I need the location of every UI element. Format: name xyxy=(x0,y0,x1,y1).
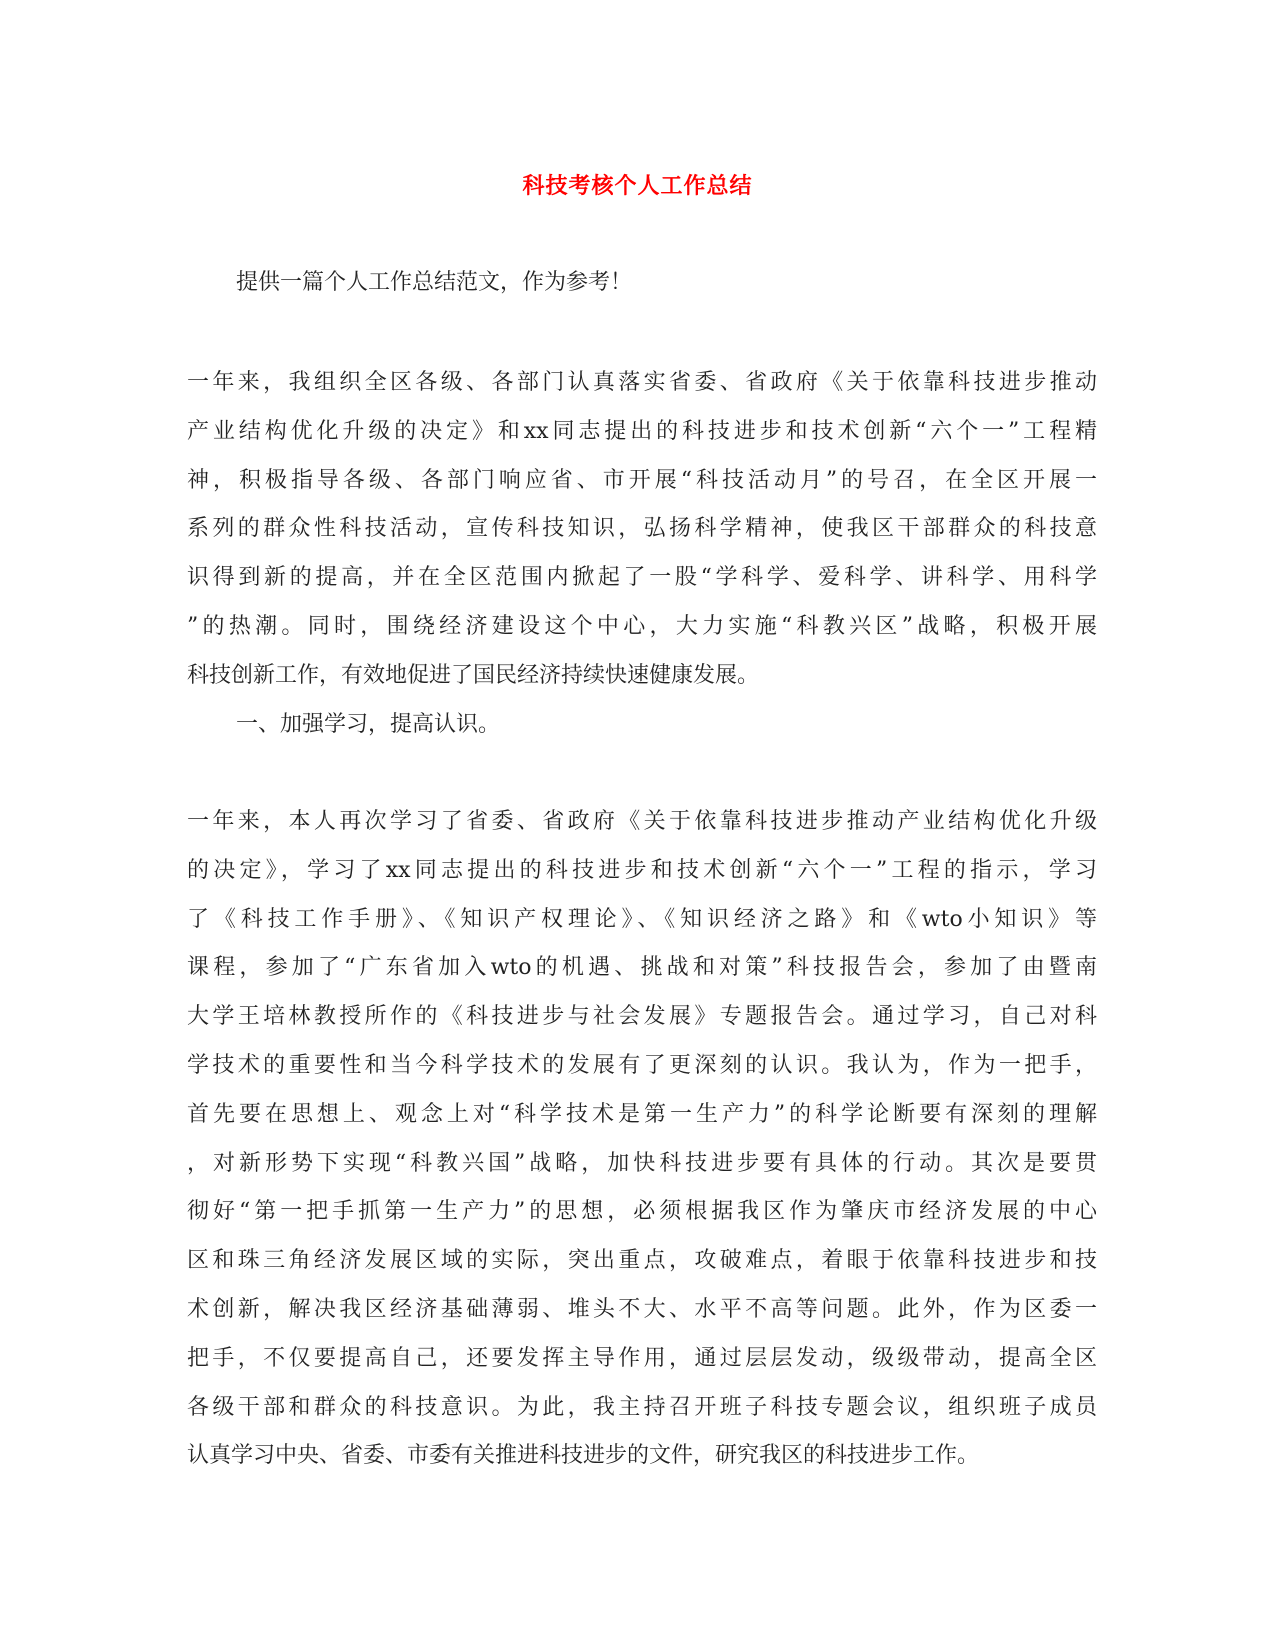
paragraph-line: 各级干部和群众的科技意识。为此，我主持召开班子科技专题会议，组织班子成员 xyxy=(187,1394,1097,1420)
paragraph-line: ”的热潮。同时，围绕经济建设这个中心，大力实施“科教兴区”战略，积极开展 xyxy=(187,613,1097,639)
paragraph-line: 科技创新工作，有效地促进了国民经济持续快速健康发展。 xyxy=(187,662,760,688)
section-heading: 一、加强学习，提高认识。 xyxy=(236,712,501,737)
paragraph-line: 区和珠三角经济发展区域的实际，突出重点，攻破难点，着眼于依靠科技进步和技 xyxy=(187,1248,1097,1274)
paragraph-line: 神，积极指导各级、各部门响应省、市开展“科技活动月”的号召，在全区开展一 xyxy=(187,467,1097,493)
document-title: 科技考核个人工作总结 xyxy=(522,173,753,199)
paragraph-line: 课程，参加了“广东省加入wto的机遇、挑战和对策”科技报告会，参加了由暨南 xyxy=(187,955,1097,981)
paragraph-line: 的决定》，学习了xx同志提出的科技进步和技术创新“六个一”工程的指示，学习 xyxy=(187,857,1097,883)
paragraph-line: 系列的群众性科技活动，宣传科技知识，弘扬科学精神，使我区干部群众的科技意 xyxy=(187,516,1097,542)
paragraph-2 xyxy=(187,798,1097,1481)
paragraph-1 xyxy=(187,359,1097,701)
paragraph-line: ，对新形势下实现“科教兴国”战略，加快科技进步要有具体的行动。其次是要贯 xyxy=(187,1150,1097,1176)
paragraph-line: 术创新，解决我区经济基础薄弱、堆头不大、水平不高等问题。此外，作为区委一 xyxy=(187,1296,1097,1322)
paragraph-line: 产业结构优化升级的决定》和xx同志提出的科技进步和技术创新“六个一”工程精 xyxy=(187,418,1097,444)
paragraph-line: 一年来，本人再次学习了省委、省政府《关于依靠科技进步推动产业结构优化升级 xyxy=(187,809,1097,834)
paragraph-line: 一年来，我组织全区各级、各部门认真落实省委、省政府《关于依靠科技进步推动 xyxy=(187,370,1097,395)
paragraph-line: 识得到新的提高，并在全区范围内掀起了一股“学科学、爱科学、讲科学、用科学 xyxy=(187,565,1097,591)
paragraph-line: 把手，不仅要提高自己，还要发挥主导作用，通过层层发动，级级带动，提高全区 xyxy=(187,1345,1097,1371)
paragraph-line: 认真学习中央、省委、市委有关推进科技进步的文件，研究我区的科技进步工作。 xyxy=(187,1443,980,1469)
paragraph-line: 学技术的重要性和当今科学技术的发展有了更深刻的认识。我认为，作为一把手， xyxy=(187,1052,1097,1078)
intro-text: 提供一篇个人工作总结范文，作为参考！ xyxy=(236,270,633,295)
paragraph-line: 了《科技工作手册》、《知识产权理论》、《知识经济之路》和《wto小知识》等 xyxy=(187,906,1097,932)
paragraph-line: 大学王培林教授所作的《科技进步与社会发展》专题报告会。通过学习，自己对科 xyxy=(187,1004,1097,1030)
paragraph-line: 首先要在思想上、观念上对“科学技术是第一生产力”的科学论断要有深刻的理解 xyxy=(187,1101,1097,1127)
paragraph-line: 彻好“第一把手抓第一生产力”的思想，必须根据我区作为肇庆市经济发展的中心 xyxy=(187,1199,1097,1225)
